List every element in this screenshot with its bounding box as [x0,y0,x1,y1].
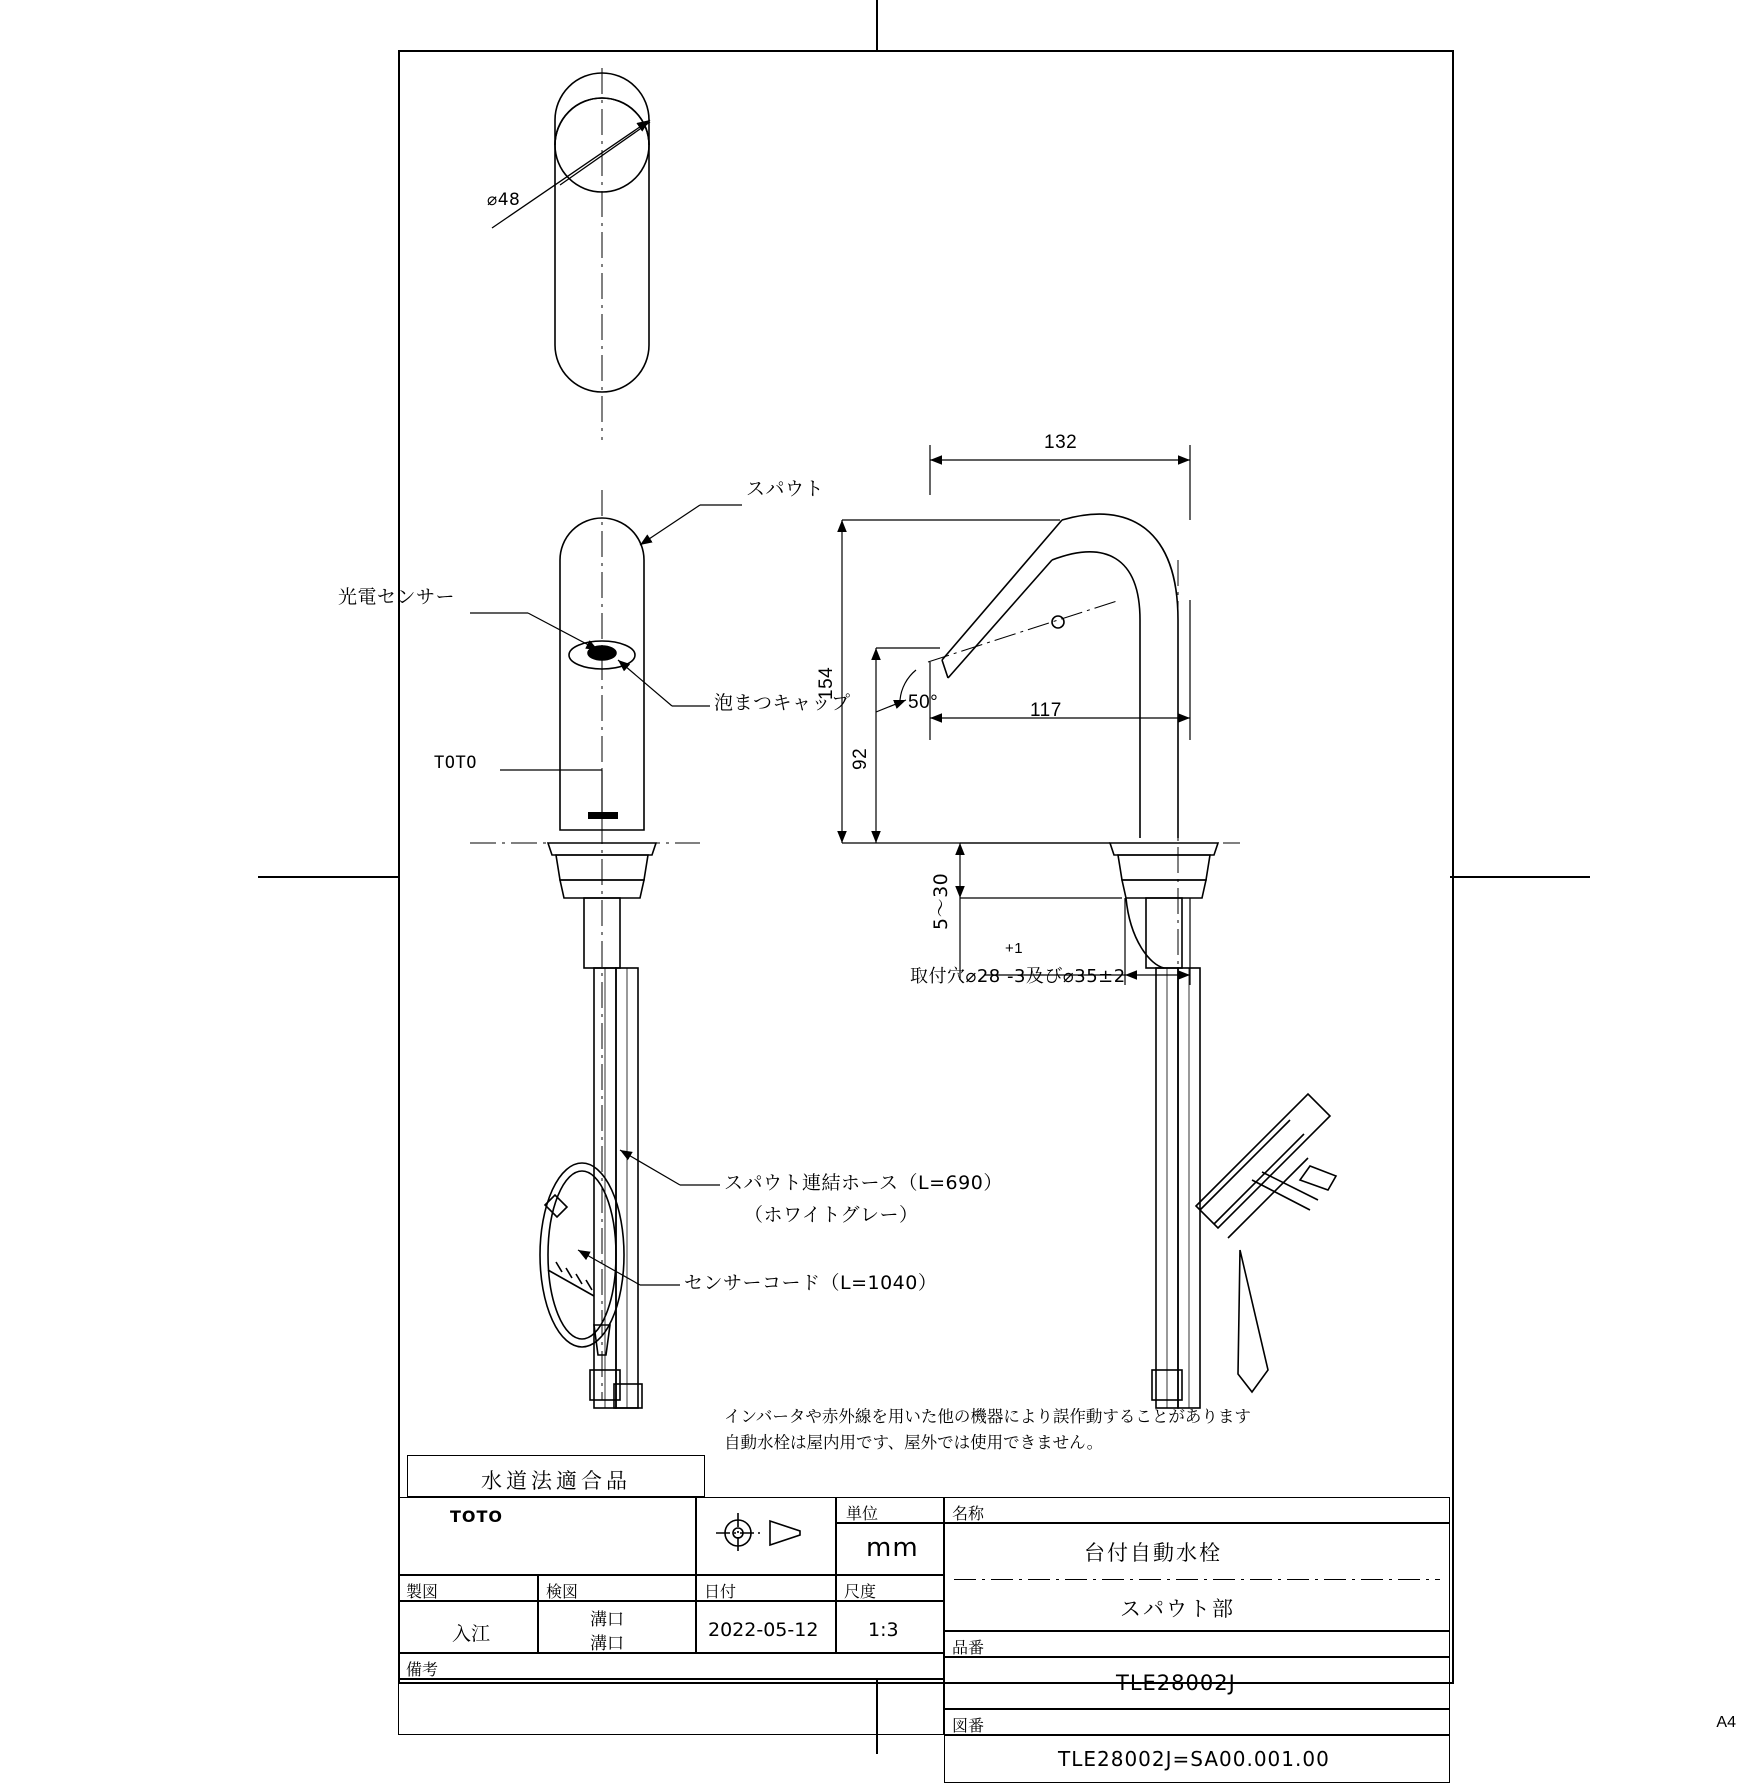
title-block [398,1455,1450,1771]
dimension-lines [842,445,1190,985]
callout-hose-color-label: （ホワイトグレー） [744,1204,919,1226]
dim-132-label: 132 [1044,432,1078,453]
part-no-label-cell [944,1631,1450,1657]
part-no-value: TLE28002J [1116,1671,1236,1695]
dwg-no-label-cell [944,1709,1450,1735]
name-divider [954,1579,1440,1580]
name-label-cell [944,1497,1450,1523]
callout-spout-label: スパウト [746,478,825,500]
dim-117-label: 117 [1030,700,1062,721]
dim-154-label: 154 [816,666,837,700]
callout-photo-sensor-label: 光電センサー [338,586,456,608]
checker-value-2: 溝口 [590,1634,624,1654]
checker-label: 検図 [546,1582,579,1601]
caution-note [724,1404,1251,1455]
unit-value: mm [866,1533,919,1563]
drafter-value: 入江 [452,1623,491,1645]
date-value: 2022-05-12 [708,1619,819,1641]
name-label: 名称 [952,1504,985,1523]
callout-sensor-cord-label: センサーコード（L=1040） [684,1272,938,1294]
dwg-no-label: 図番 [952,1716,985,1735]
checker-value-1: 溝口 [590,1610,624,1630]
remarks-value-cell [398,1679,944,1735]
callout-leaders-left [470,505,742,1285]
remarks-label: 備考 [406,1660,439,1679]
callout-hose-label: スパウト連結ホース（L=690） [724,1172,1003,1194]
dim-92-label: 92 [850,747,871,770]
sheet-size-label: A4 [1716,1714,1736,1731]
name-value-1: 台付自動水栓 [1084,1541,1222,1565]
unit-label: 単位 [846,1504,879,1523]
scale-value: 1:3 [868,1619,899,1641]
scale-label: 尺度 [844,1582,877,1601]
front-view-faucet [540,518,656,1408]
remarks-label-cell [398,1653,944,1679]
dim-dia48-leader [492,120,650,228]
dim-angle-50-label: 50° [908,692,939,713]
callout-foam-cap-label: 泡まつキャップ [714,692,851,714]
dwg-no-value: TLE28002J=SA00.001.00 [1058,1747,1330,1771]
dim-hole-superscript: +1 [1005,940,1024,957]
date-label: 日付 [704,1582,737,1601]
brand-logo: TOTO [450,1507,504,1526]
projection-symbol-icon [696,1497,836,1575]
dim-mounting-hole-label: 取付穴⌀28 -3及び⌀35±2 [910,966,1126,987]
callout-brand-mark-label: TOTO [434,753,477,773]
dim-dia48-label: ⌀48 [487,190,521,210]
dim-deck-thickness-label: 5〜30 [930,872,952,930]
drafter-label: 製図 [406,1582,439,1601]
caution-note-line2: 自動水栓は屋内用です、屋外では使用できません。 [724,1432,1104,1452]
caution-note-line1: インバータや赤外線を用いた他の機器により誤作動することがあります [724,1407,1251,1426]
brand-cell [398,1497,696,1575]
conformity-label: 水道法適合品 [481,1469,631,1493]
name-value-2: スパウト部 [1120,1597,1235,1621]
part-no-label: 品番 [952,1638,985,1657]
